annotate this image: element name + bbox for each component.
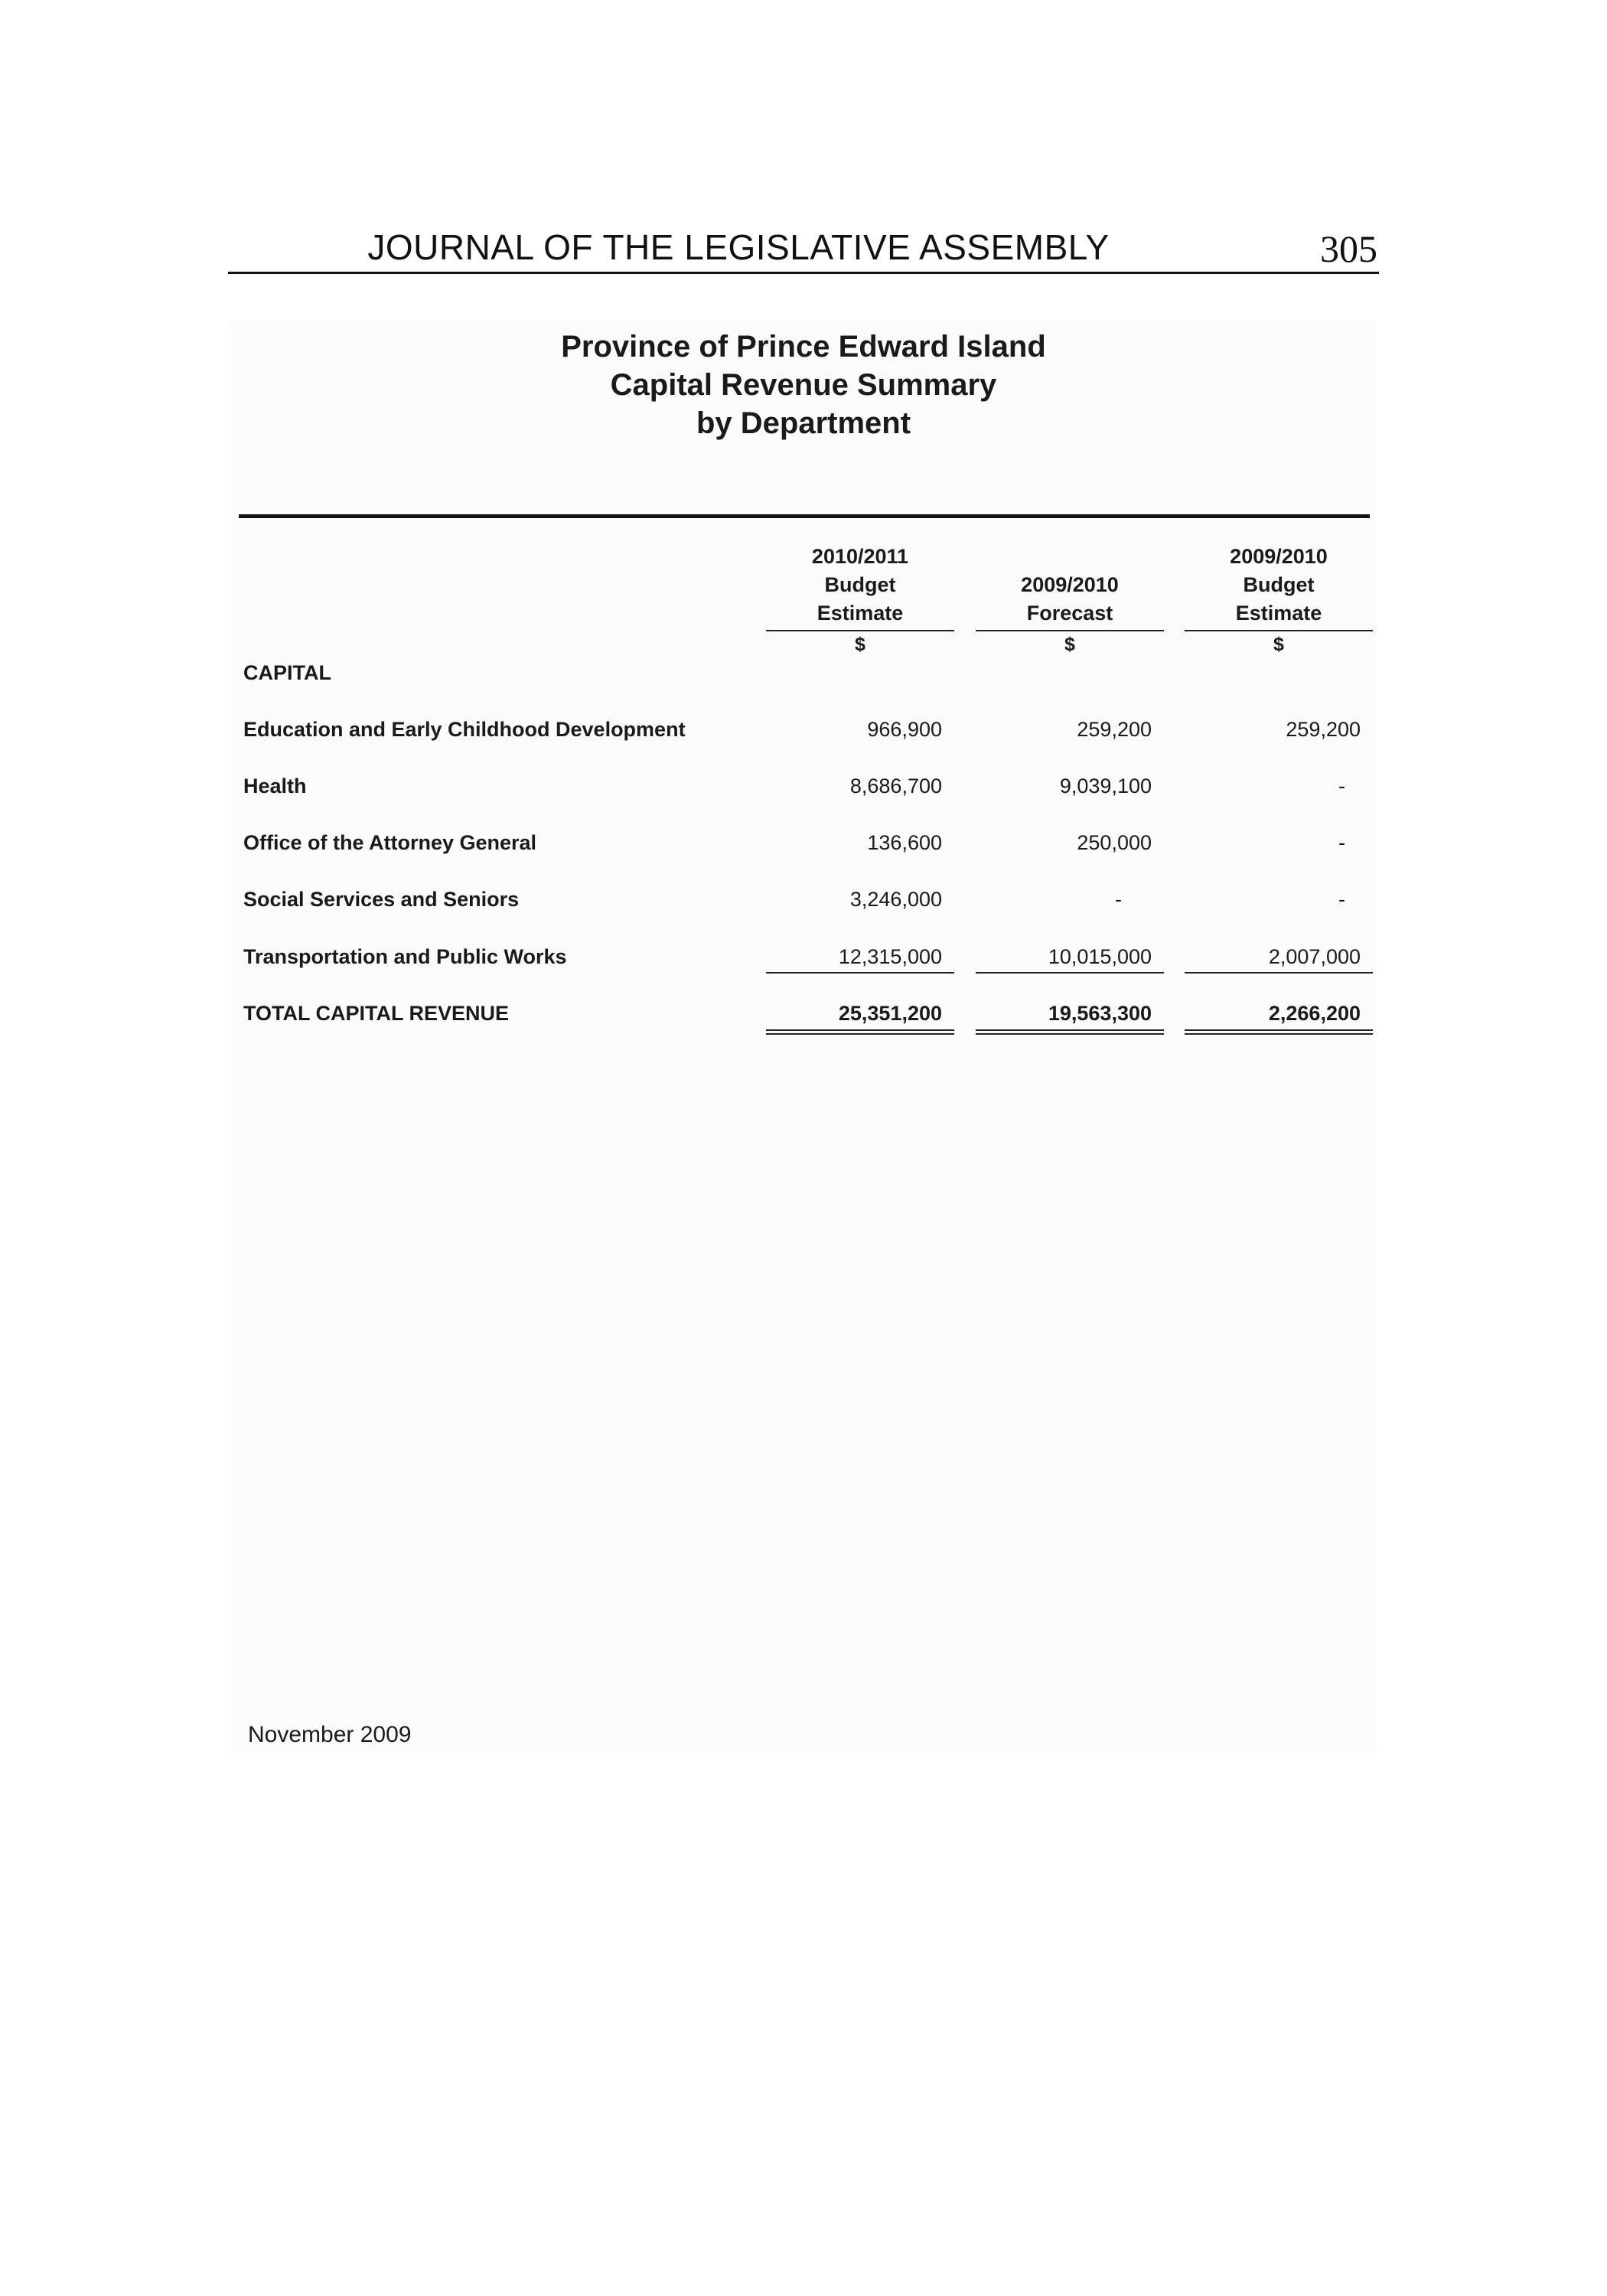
total-cell: 19,563,300 [1048, 1002, 1152, 1025]
column-header-line: Budget [824, 573, 896, 596]
total-double-underline [1185, 1029, 1373, 1035]
column-header-line: Estimate [817, 602, 904, 625]
title-line-3: by Department [696, 406, 911, 440]
journal-title: JOURNAL OF THE LEGISLATIVE ASSEMBLY [367, 227, 1110, 267]
column-header-line: Budget [1243, 573, 1315, 596]
column-header-budget-2009-2010 [1185, 543, 1373, 628]
column-header-line: 2010/2011 [811, 545, 909, 568]
currency-symbol: $ [855, 634, 865, 655]
table-cell: 8,686,700 [849, 775, 942, 797]
table-cell: 966,900 [867, 718, 942, 741]
document-title [231, 328, 1376, 442]
footer-date: November 2009 [248, 1722, 412, 1747]
row-label: Office of the Attorney General [243, 831, 537, 854]
header-rule [228, 272, 1379, 274]
currency-symbol: $ [1064, 634, 1075, 655]
table-cell: 250,000 [1077, 831, 1152, 854]
table-cell: 3,246,000 [849, 888, 942, 911]
table-cell: 12,315,000 [838, 945, 942, 968]
total-cell: 25,351,200 [838, 1002, 942, 1025]
column-header-line: Estimate [1235, 602, 1322, 625]
table-cell: 259,200 [1286, 718, 1361, 741]
table-cell: 136,600 [867, 831, 942, 854]
column-header-line: Forecast [1026, 602, 1113, 625]
table-cell: - [1115, 888, 1122, 911]
table-cell: - [1338, 888, 1345, 911]
subtotal-underline [976, 972, 1164, 974]
section-label-capital: CAPITAL [243, 661, 331, 684]
column-header-forecast-2009-2010 [976, 571, 1164, 628]
table-cell: 259,200 [1077, 718, 1152, 741]
row-label: Social Services and Seniors [243, 888, 520, 911]
currency-symbol: $ [1273, 634, 1284, 655]
column-header-line: 2009/2010 [1230, 545, 1328, 568]
table-cell: 2,007,000 [1268, 945, 1361, 968]
table-cell: - [1338, 775, 1345, 797]
scanned-page-area [231, 321, 1376, 1753]
column-header-budget-2010-2011 [766, 543, 954, 628]
subtotal-underline [766, 972, 954, 974]
table-cell: - [1338, 831, 1345, 854]
column-header-rule [976, 630, 1164, 631]
title-line-1: Province of Prince Edward Island [561, 330, 1046, 364]
title-line-2: Capital Revenue Summary [610, 368, 997, 402]
total-cell: 2,266,200 [1268, 1002, 1361, 1025]
table-cell: 9,039,100 [1059, 775, 1152, 797]
total-label: TOTAL CAPITAL REVENUE [243, 1002, 510, 1025]
table-top-rule [239, 514, 1370, 518]
row-label: Education and Early Childhood Development [243, 718, 686, 741]
column-header-rule [1185, 630, 1373, 631]
total-double-underline [976, 1029, 1164, 1035]
column-header-line: 2009/2010 [1021, 573, 1119, 596]
row-label: Transportation and Public Works [243, 945, 567, 968]
page-number: 305 [1320, 227, 1377, 270]
column-header-rule [766, 630, 954, 631]
total-double-underline [766, 1029, 954, 1035]
row-label: Health [243, 775, 307, 797]
table-cell: 10,015,000 [1048, 945, 1152, 968]
subtotal-underline [1185, 972, 1373, 974]
